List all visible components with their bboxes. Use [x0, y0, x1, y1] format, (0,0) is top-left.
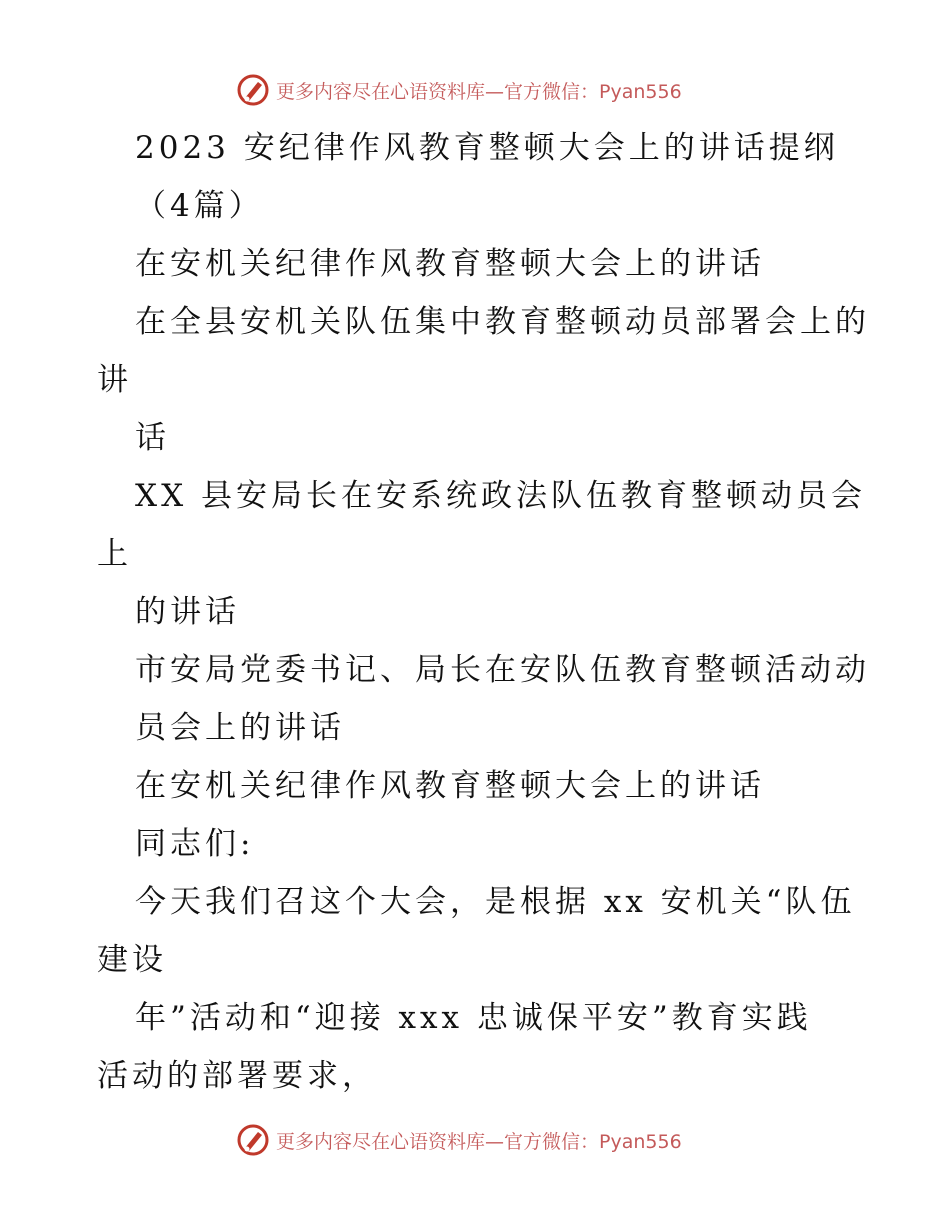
salutation: 同志们: [135, 826, 255, 862]
section-heading: 在安机关纪律作风教育整顿大会上的讲话 [135, 768, 765, 804]
doc-title-line-2: （4篇） [135, 188, 264, 224]
toc-item-1: 在安机关纪律作风教育整顿大会上的讲话 [135, 246, 765, 282]
toc-item-2-cont2: 话 [135, 420, 170, 456]
watermark-header [236, 72, 682, 108]
pen-logo-icon [236, 73, 270, 107]
body-line-4: 活动的部署要求， [97, 1058, 377, 1094]
watermark-text: 更多内容尽在心语资料库—官方微信：Pyan556 [276, 1130, 682, 1153]
toc-item-2: 在全县安机关队伍集中教育整顿动员部署会上的 [135, 304, 870, 340]
toc-item-3-cont2: 的讲话 [135, 594, 240, 630]
toc-item-3-cont: 上 [97, 536, 132, 572]
toc-item-4-cont: 员会上的讲话 [135, 710, 345, 746]
toc-item-4: 市安局党委书记、局长在安队伍教育整顿活动动 [135, 652, 870, 688]
body-line-3: 年”活动和“迎接 xxx 忠诚保平安”教育实践 [135, 1000, 812, 1036]
toc-item-3: XX 县安局长在安系统政法队伍教育整顿动员会 [135, 478, 866, 514]
watermark-footer [236, 1122, 682, 1158]
doc-title-line-1: 2023 安纪律作风教育整顿大会上的讲话提纲 [135, 130, 839, 166]
watermark-text: 更多内容尽在心语资料库—官方微信：Pyan556 [276, 80, 682, 103]
toc-item-2-cont: 讲 [97, 362, 132, 398]
body-line-2: 建设 [97, 942, 167, 978]
body-line-1: 今天我们召这个大会，是根据 xx 安机关“队伍 [135, 884, 856, 920]
pen-logo-icon [236, 1123, 270, 1157]
